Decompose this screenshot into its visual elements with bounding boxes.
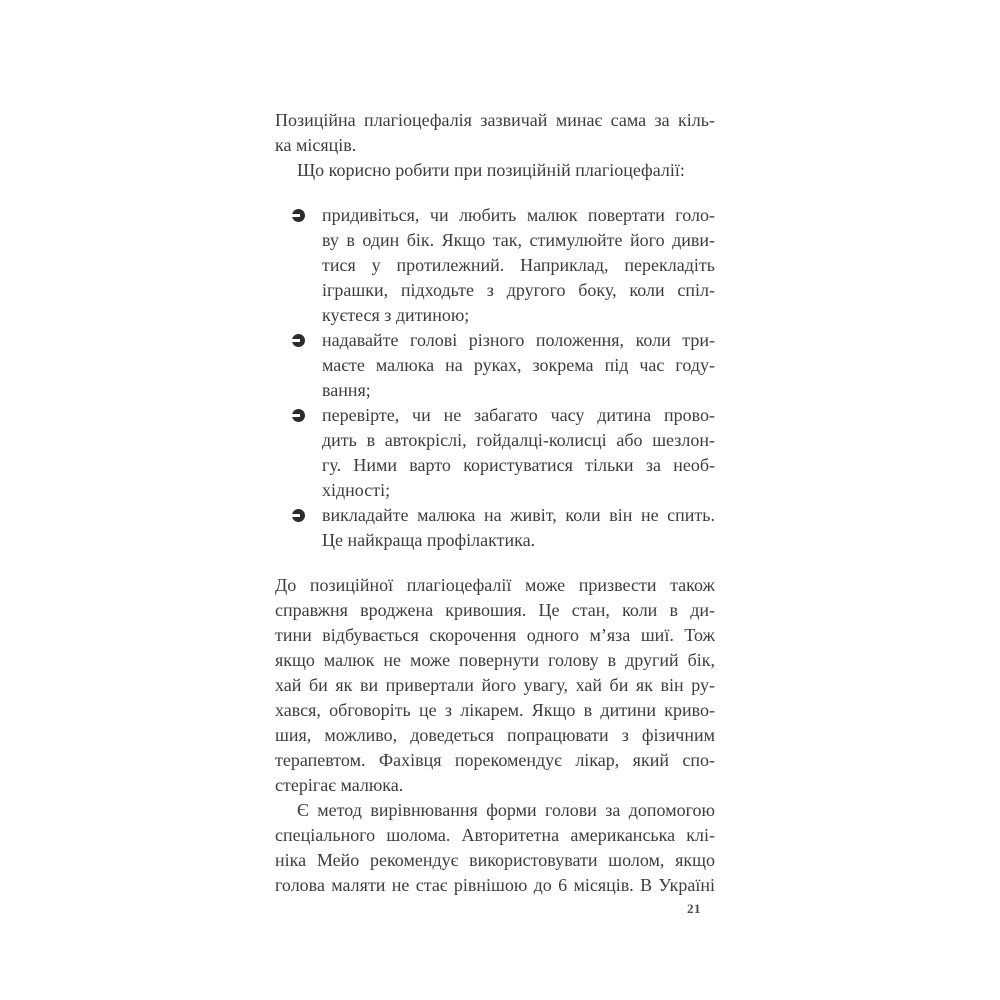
text-line	[275, 158, 715, 183]
text-line	[275, 503, 715, 528]
text-line	[275, 278, 715, 303]
text-line	[275, 873, 715, 898]
line-text: куєтеся з дитиною;	[322, 305, 470, 325]
line-text: дить в автокріслі, гойдалці-колисці або шезлон-	[322, 430, 715, 450]
line-text: хався, обговоріть це з лікарем. Якщо в дитини криво-	[275, 700, 715, 720]
text-line	[275, 573, 715, 598]
line-text: терапевтом. Фахівця порекомендує лікар, який спо-	[275, 750, 715, 770]
line-text: шия, можливо, доведеться попрацювати з фізичним	[275, 725, 715, 745]
text-line	[275, 253, 715, 278]
bullet-icon	[292, 409, 305, 422]
text-line	[275, 598, 715, 623]
line-text: надавайте голові різного положення, коли три-	[322, 330, 715, 350]
text-line	[275, 478, 715, 503]
line-text: справжня вроджена кривошия. Це стан, коли в ди-	[275, 600, 715, 620]
text-line	[275, 698, 715, 723]
bullet-icon	[292, 209, 305, 222]
text-line	[275, 528, 715, 553]
line-text: гу. Ними варто користуватися тільки за необ-	[322, 455, 715, 475]
text-line	[275, 848, 715, 873]
line-text: спеціального шолома. Авторитетна американська клі-	[275, 825, 715, 845]
line-text: хідності;	[322, 480, 391, 500]
line-text: хай би як ви привертали його увагу, хай би як він ру-	[275, 675, 715, 695]
line-text: Позиційна плагіоцефалія зазвичай минає сама за кіль-	[275, 110, 715, 130]
line-text: вання;	[322, 380, 371, 400]
text-line	[275, 328, 715, 353]
text-line	[275, 748, 715, 773]
line-text: Є метод вирівнювання форми голови за допомогою	[297, 800, 715, 820]
line-text: придивіться, чи любить малюк повертати голо-	[322, 205, 715, 225]
bullet-icon	[292, 509, 305, 522]
line-text: викладайте малюка на живіт, коли він не спить.	[322, 505, 715, 525]
line-text: ву в один бік. Якщо так, стимулюйте його диви-	[322, 230, 715, 250]
line-text: голова маляти не стає рівнішою до 6 місяців. В Україні	[275, 875, 715, 895]
line-text: До позиційної плагіоцефалії може призвести також	[275, 575, 715, 595]
text-line	[275, 823, 715, 848]
text-line	[275, 648, 715, 673]
line-text: перевірте, чи не забагато часу дитина прово-	[322, 405, 715, 425]
line-text: Що корисно робити при позиційній плагіоцефалії:	[297, 160, 685, 180]
text-line	[275, 673, 715, 698]
text-line	[275, 228, 715, 253]
line-text: тися у протилежний. Наприклад, перекладіть	[322, 255, 715, 275]
text-line	[275, 303, 715, 328]
page-number: 21	[687, 901, 701, 916]
text-line	[275, 723, 715, 748]
text-line	[275, 378, 715, 403]
bullet-icon	[292, 334, 305, 347]
text-line	[275, 623, 715, 648]
line-text: тини відбувається скорочення одного м’яза шиї. Тож	[275, 625, 715, 645]
line-text: стерігає малюка.	[275, 775, 404, 795]
line-text: ка місяців.	[275, 135, 357, 155]
text-line	[275, 403, 715, 428]
line-text: ніка Мейо рекомендує використовувати шолом, якщо	[275, 850, 715, 870]
text-line	[275, 133, 715, 158]
line-text: іграшки, підходьте з другого боку, коли спіл-	[322, 280, 715, 300]
line-text: якщо малюк не може повернути голову в другий бік,	[275, 650, 715, 670]
text-line	[275, 428, 715, 453]
text-line	[275, 353, 715, 378]
line-text: маєте малюка на руках, зокрема під час году-	[322, 355, 715, 375]
text-column	[275, 108, 715, 898]
text-line	[275, 203, 715, 228]
text-line	[275, 798, 715, 823]
text-line	[275, 773, 715, 798]
line-text: Це найкраща профілактика.	[322, 530, 536, 550]
text-line	[275, 108, 715, 133]
text-line	[275, 453, 715, 478]
